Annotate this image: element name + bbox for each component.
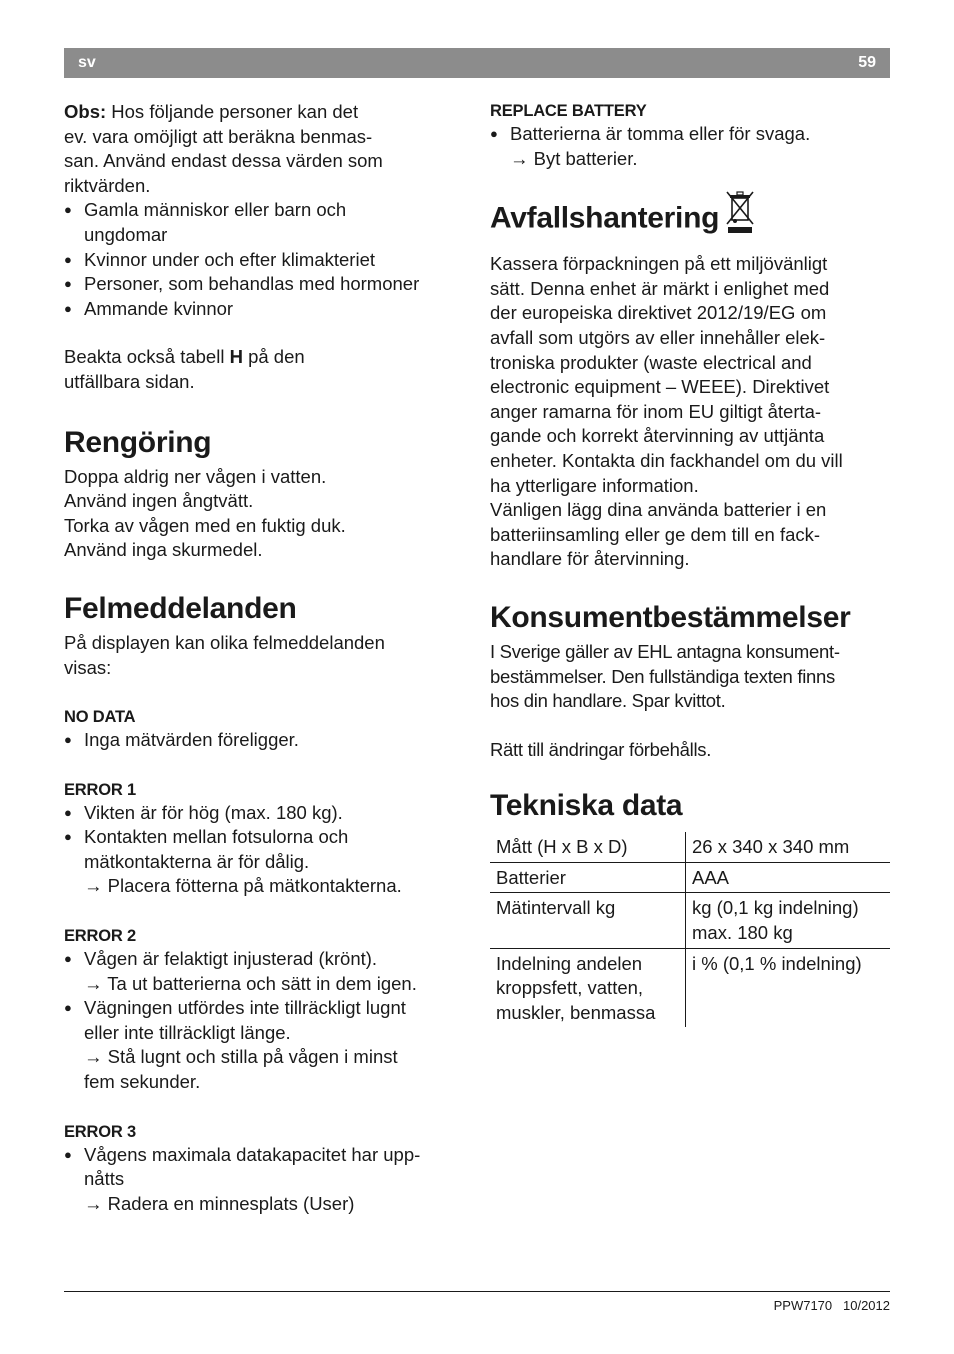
avfall-line: handlare för återvinning. [490, 548, 690, 570]
list-item-cont: → Radera en minnesplats (User) [84, 1192, 355, 1214]
ratt-line: Rätt till ändringar förbehålls. [490, 738, 712, 760]
list-item: ● Ammande kvinnor [64, 297, 459, 322]
footer-rule [64, 1291, 890, 1292]
avfall-line: sätt. Denna enhet är märkt i enlighet med [490, 277, 830, 299]
footer-model-number: PPW7170 [773, 1298, 833, 1313]
table-cell-key: Indelning andelen kroppsfett, vatten, muskler, benmassa [490, 948, 686, 1027]
list-item: ● Kvinnor under och efter klimakteriet [64, 248, 459, 273]
avfall-line: ha ytterligare information. [490, 474, 699, 496]
heading-avfallshantering [490, 193, 890, 246]
konsument-line: I Sverige gäller av EHL antagna konsument- [490, 640, 840, 662]
beakta-line [64, 345, 459, 370]
obs-text-2: ev. vara omöjligt att beräkna benmas- [64, 125, 373, 147]
left-column [64, 100, 459, 1216]
list-item-cont: → Placera fötterna på mätkontakterna. [84, 875, 402, 897]
footer-model [774, 1298, 890, 1313]
avfall-line: Kassera förpackningen på ett miljövänligt [490, 253, 828, 275]
error1-title: ERROR 1 [64, 780, 136, 799]
list-item: ● Vågen är felaktigt injusterad (krönt). [64, 947, 459, 972]
nodata-title: NO DATA [64, 708, 136, 727]
rengoring-line: Doppa aldrig ner vågen i vatten. [64, 465, 327, 487]
table-row [490, 948, 890, 1027]
obs-text-1: Hos följande personer kan det [106, 101, 359, 122]
table-cell-value: kg (0,1 kg indelning) max. 180 kg [686, 893, 891, 948]
beakta-line-2: utfällbara sidan. [64, 370, 195, 392]
list-item-cont: → Byt batterier. [510, 147, 638, 169]
table-cell-key: Mått (H x B x D) [490, 832, 686, 862]
table-cell-value: AAA [686, 862, 891, 893]
footer-date: 10/2012 [843, 1298, 890, 1313]
error3-title: ERROR 3 [64, 1122, 136, 1141]
avfall-title-text: Avfallshantering [490, 201, 720, 235]
table-row [490, 893, 890, 948]
obs-paragraph [64, 100, 459, 125]
avfall-line: anger ramarna för inom EU giltigt återta- [490, 400, 822, 422]
avfall-line: Vänligen lägg dina använda batterier i en [490, 499, 827, 521]
list-item: ● Vågens maximala datakapacitet har upp- [64, 1143, 459, 1168]
avfall-line: der europeiska direktivet 2012/19/EG om [490, 302, 827, 324]
table-row [490, 862, 890, 893]
heading-tekniska-data: Tekniska data [490, 789, 683, 823]
avfall-line: troniska produkter (waste electrical and [490, 351, 812, 373]
list-item: ● Vägningen utfördes inte tillräckligt lugnt [64, 996, 459, 1021]
fel-intro: På displayen kan olika felmeddelanden [64, 631, 385, 653]
list-item: ● Gamla människor eller barn och [64, 198, 459, 223]
table-cell-value: 26 x 340 x 340 mm [692, 836, 850, 858]
list-item-cont: eller inte tillräckligt länge. [84, 1021, 291, 1043]
rengoring-line: Använd ingen ångtvätt. [64, 490, 254, 512]
list-item: ● Inga mätvärden föreligger. [64, 728, 459, 753]
obs-text-3: san. Använd endast dessa värden som [64, 150, 383, 172]
table-cell-value: i % (0,1 % indelning) [686, 948, 891, 1027]
obs-label: Obs: [64, 101, 107, 122]
avfall-line: avfall som utgörs av eller innehåller elek- [490, 326, 826, 348]
replace-battery-title: REPLACE BATTERY [490, 102, 647, 120]
beakta-bold: H [229, 346, 243, 368]
heading-konsumentbestammelser: Konsumentbestämmelser [490, 600, 851, 634]
list-item: ● Personer, som behandlas med hormoner [64, 272, 459, 297]
list-item-cont: fem sekunder. [84, 1071, 201, 1093]
list-item: ● Batterierna är tomma eller för svaga. [490, 122, 890, 147]
header-bar [64, 48, 890, 78]
heading-felmeddelanden: Felmeddelanden [64, 591, 297, 625]
crossed-out-wheelie-bin-icon [725, 190, 755, 243]
table-cell-key: Mätintervall kg [490, 893, 686, 948]
list-item-cont: → Stå lugnt och stilla på vågen i minst [84, 1046, 398, 1068]
table-cell-key: Batterier [490, 862, 686, 893]
konsument-line: hos din handlare. Spar kvittot. [490, 690, 726, 712]
table-row [490, 832, 890, 862]
obs-text-4: riktvärden. [64, 174, 151, 196]
rengoring-line: Torka av vågen med en fuktig duk. [64, 514, 346, 536]
fel-intro-2: visas: [64, 656, 112, 678]
error2-title: ERROR 2 [64, 927, 136, 946]
list-item-cont: ungdomar [84, 223, 168, 245]
avfall-line: gande och korrekt återvinning av uttjänta [490, 425, 825, 447]
konsument-line: bestämmelser. Den fullständiga texten finns [490, 665, 835, 687]
avfall-line: electronic equipment – WEEE). Direktivet [490, 376, 830, 398]
list-item-cont: nåtts [84, 1168, 125, 1190]
rengoring-line: Använd inga skurmedel. [64, 539, 263, 561]
list-item: ● Vikten är för hög (max. 180 kg). [64, 801, 459, 826]
list-item-cont: → Ta ut batterierna och sätt in dem igen. [84, 972, 417, 994]
list-item-cont: mätkontakterna är för dålig. [84, 850, 310, 872]
avfall-line: batteriinsamling eller ge dem till en fack- [490, 523, 821, 545]
page-number: 59 [858, 54, 876, 71]
heading-rengoring: Rengöring [64, 425, 212, 459]
language-code: sv [78, 54, 96, 71]
tech-data-table [490, 832, 890, 1027]
avfall-line: enheter. Kontakta din fackhandel om du vill [490, 449, 843, 471]
right-column [490, 100, 890, 1027]
beakta-text-2: på den [242, 346, 305, 368]
list-item: ● Kontakten mellan fotsulorna och [64, 825, 459, 850]
beakta-text: Beakta också tabell [64, 346, 230, 368]
